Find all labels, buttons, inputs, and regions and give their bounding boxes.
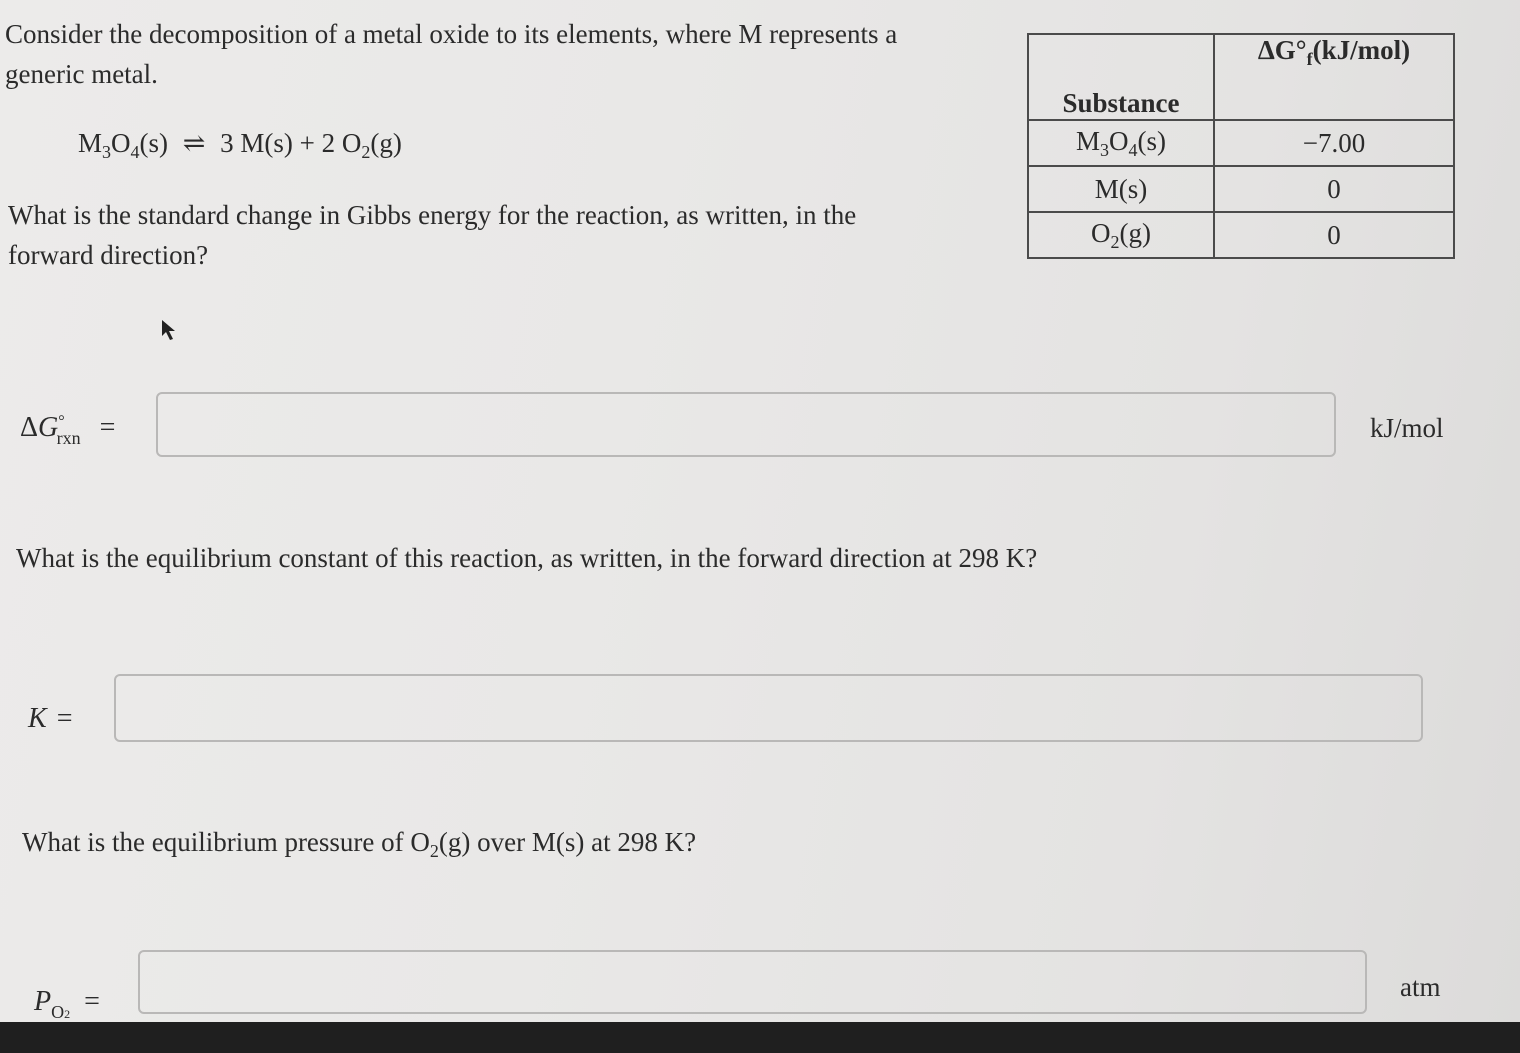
question-oxygen-pressure: What is the equilibrium pressure of $O_2(g)$ over M(s) at 298 K?: [22, 827, 697, 861]
value-cell: 0: [1214, 212, 1454, 258]
header-gibbs: $\Delta G^\circ_f(kJ/mol)$: [1214, 34, 1454, 120]
gibbs-data-table: [1027, 33, 1455, 259]
substance-cell: $M_3O_4(s)$: [1028, 120, 1214, 166]
po2-label: $P_{O2}$ =: [34, 986, 100, 1022]
question-gibbs: What is the standard change in Gibbs energy for the reaction, as written, in the forward direction?: [8, 200, 857, 270]
table-row: [1028, 212, 1454, 258]
atm-unit: atm: [1400, 972, 1441, 1002]
delta-g-rxn-label: $\Delta G^\circ_{rxn}$ =: [20, 412, 116, 448]
intro-text: Consider the decomposition of a metal oxide to its elements, where M represents a generic metal.: [5, 19, 898, 89]
k-input[interactable]: [114, 674, 1423, 742]
table-header-row: [1028, 34, 1454, 120]
substance-cell: $O_2(g)$: [1028, 212, 1214, 258]
k-label: K =: [28, 703, 73, 734]
question-equilibrium-constant: What is the equilibrium constant of this reaction, as written, in the forward direction at 298 K?: [16, 543, 1038, 573]
value-cell: −7.00: [1214, 120, 1454, 166]
substance-cell: M(s): [1028, 166, 1214, 212]
mouse-cursor-icon: [160, 318, 180, 342]
equilibrium-arrow-icon: ⇌: [182, 128, 206, 158]
po2-input[interactable]: [138, 950, 1367, 1014]
header-substance: Substance: [1028, 34, 1214, 120]
table-row: [1028, 120, 1454, 166]
table-row: [1028, 166, 1454, 212]
reaction-equation: $M_3O_4(s)$ ⇌ 3 M(s) + 2 $O_2(g)$: [78, 128, 402, 162]
screen-bezel: [0, 1022, 1520, 1053]
value-cell: 0: [1214, 166, 1454, 212]
delta-g-rxn-input[interactable]: [156, 392, 1336, 457]
kj-per-mol-unit: kJ/mol: [1370, 413, 1444, 443]
